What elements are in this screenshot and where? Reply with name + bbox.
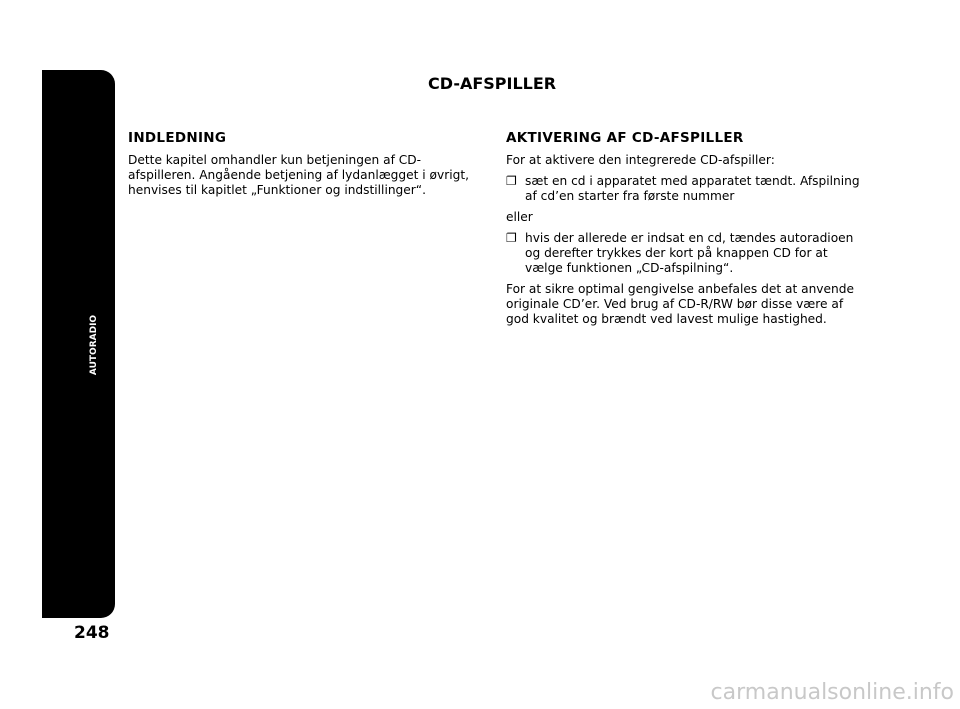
page-title: CD-AFSPILLER [428,74,557,93]
checkbox-icon: ❐ [506,231,517,245]
right-heading: AKTIVERING AF CD-AFSPILLER [506,130,744,146]
bullet-text-2: hvis der allerede er indsat en cd, tændes autoradioen og derefter trykkes der kort på knappen CD for at vælge funktionen „CD-afspilning“. [525,231,854,275]
closing-paragraph: For at sikre optimal gengivelse anbefales det at anvende originale CD’er. Ved brug af CD-R/RW bør disse være af god kvalitet og brændt ved lavest mulige hastighed. [506,282,854,326]
bullet-item [506,174,866,204]
page-number: 248 [74,623,110,643]
bullet-text-1: sæt en cd i apparatet med apparatet tændt. Afspilning af cd’en starter fra første nummer [525,174,860,203]
watermark: carmanualsonline.info [710,680,954,705]
left-column [128,130,473,204]
left-paragraph: Dette kapitel omhandler kun betjeningen af CD-afspilleren. Angående betjening af lydanlægget i øvrigt, henvises til kapitlet „Funktioner og indstillinger“. [128,153,470,197]
side-tab [42,70,115,618]
section-label: AUTORADIO [89,314,99,376]
right-column [506,130,866,333]
checkbox-icon: ❐ [506,174,517,188]
bullet-item [506,231,866,276]
separator-text: eller [506,210,533,224]
left-heading: INDLEDNING [128,130,227,146]
right-intro: For at aktivere den integrerede CD-afspiller: [506,153,775,167]
